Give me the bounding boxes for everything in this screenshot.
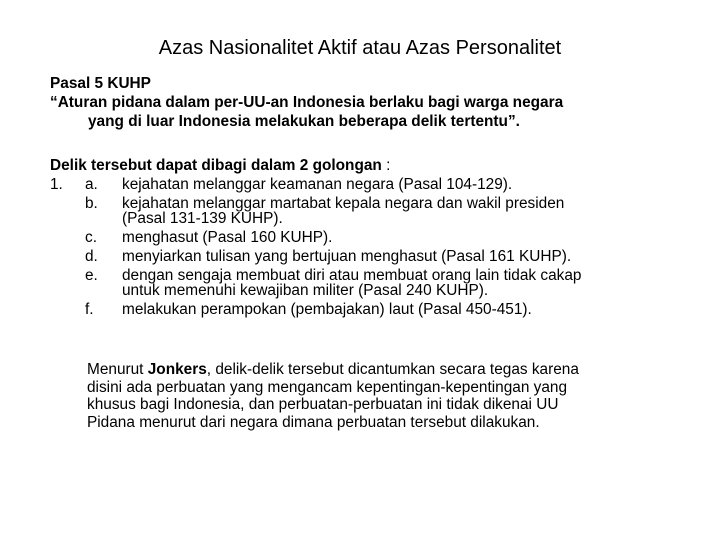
list-item-text [122, 194, 700, 228]
list-item-text [122, 300, 700, 319]
list-item-line: menyiarkan tulisan yang bertujuan menghasut (Pasal 161 KUHP). [122, 248, 572, 265]
list-item [50, 266, 700, 300]
list-item-line: dengan sengaja membuat diri atau membuat orang lain tidak cakap [122, 267, 582, 284]
list-letter: f. [85, 301, 94, 318]
list-item-text [122, 175, 700, 194]
article-reference: Pasal 5 KUHP [50, 75, 151, 92]
quote-line-1: “Aturan pidana dalam per-UU-an Indonesia berlaku bagi warga negara [50, 94, 564, 111]
list-letter: b. [85, 195, 98, 212]
list-intro-bold: Delik tersebut dapat dibagi dalam 2 golongan [50, 157, 382, 174]
jonkers-paragraph [87, 361, 687, 431]
list-item-line: untuk memenuhi kewajiban militer (Pasal 240 KUHP). [122, 282, 489, 299]
quote-line-2: yang di luar Indonesia melakukan beberapa delik tertentu”. [88, 113, 520, 130]
paragraph-line-1 [87, 361, 687, 379]
list-item [50, 194, 700, 228]
paragraph-line-4: Pidana menurut dari negara dimana perbuatan tersebut dilakukan. [87, 413, 540, 431]
list-letter: e. [85, 267, 98, 284]
list-letter: c. [85, 229, 97, 246]
article-quote [50, 74, 690, 131]
list-item [50, 228, 700, 247]
list-items [50, 175, 700, 319]
list-item [50, 300, 700, 319]
paragraph-prefix: Menurut [87, 361, 148, 378]
list-item-line: melakukan perampokan (pembajakan) laut (Pasal 450-451). [122, 301, 532, 318]
paragraph-line-3: khusus bagi Indonesia, dan perbuatan-perbuatan ini tidak dikenai UU [87, 396, 559, 413]
list-item-line: kejahatan melanggar keamanan negara (Pasal 104-129). [122, 176, 513, 193]
offense-list [50, 156, 700, 319]
list-item [50, 175, 700, 194]
list-number: 1. [50, 176, 63, 193]
paragraph-line-2: disini ada perbuatan yang mengancam kepentingan-kepentingan yang [87, 378, 568, 396]
list-letter: a. [85, 176, 98, 193]
list-item-text [122, 228, 700, 247]
list-intro [50, 156, 700, 175]
list-intro-colon: : [381, 157, 391, 174]
list-item-line: kejahatan melanggar martabat kepala negara dan wakil presiden [122, 195, 565, 212]
list-item-line: (Pasal 131-139 KUHP). [122, 210, 283, 227]
list-letter: d. [85, 248, 98, 265]
list-item-text [122, 247, 700, 266]
list-item [50, 247, 700, 266]
list-item-text [122, 266, 700, 300]
list-item-line: menghasut (Pasal 160 KUHP). [122, 229, 333, 246]
jonkers-name: Jonkers [147, 361, 207, 378]
slide-title: Azas Nasionalitet Aktif atau Azas Personalitet [158, 37, 562, 59]
paragraph-line-1-rest: , delik-delik tersebut dicantumkan secara tegas karena [206, 361, 579, 378]
